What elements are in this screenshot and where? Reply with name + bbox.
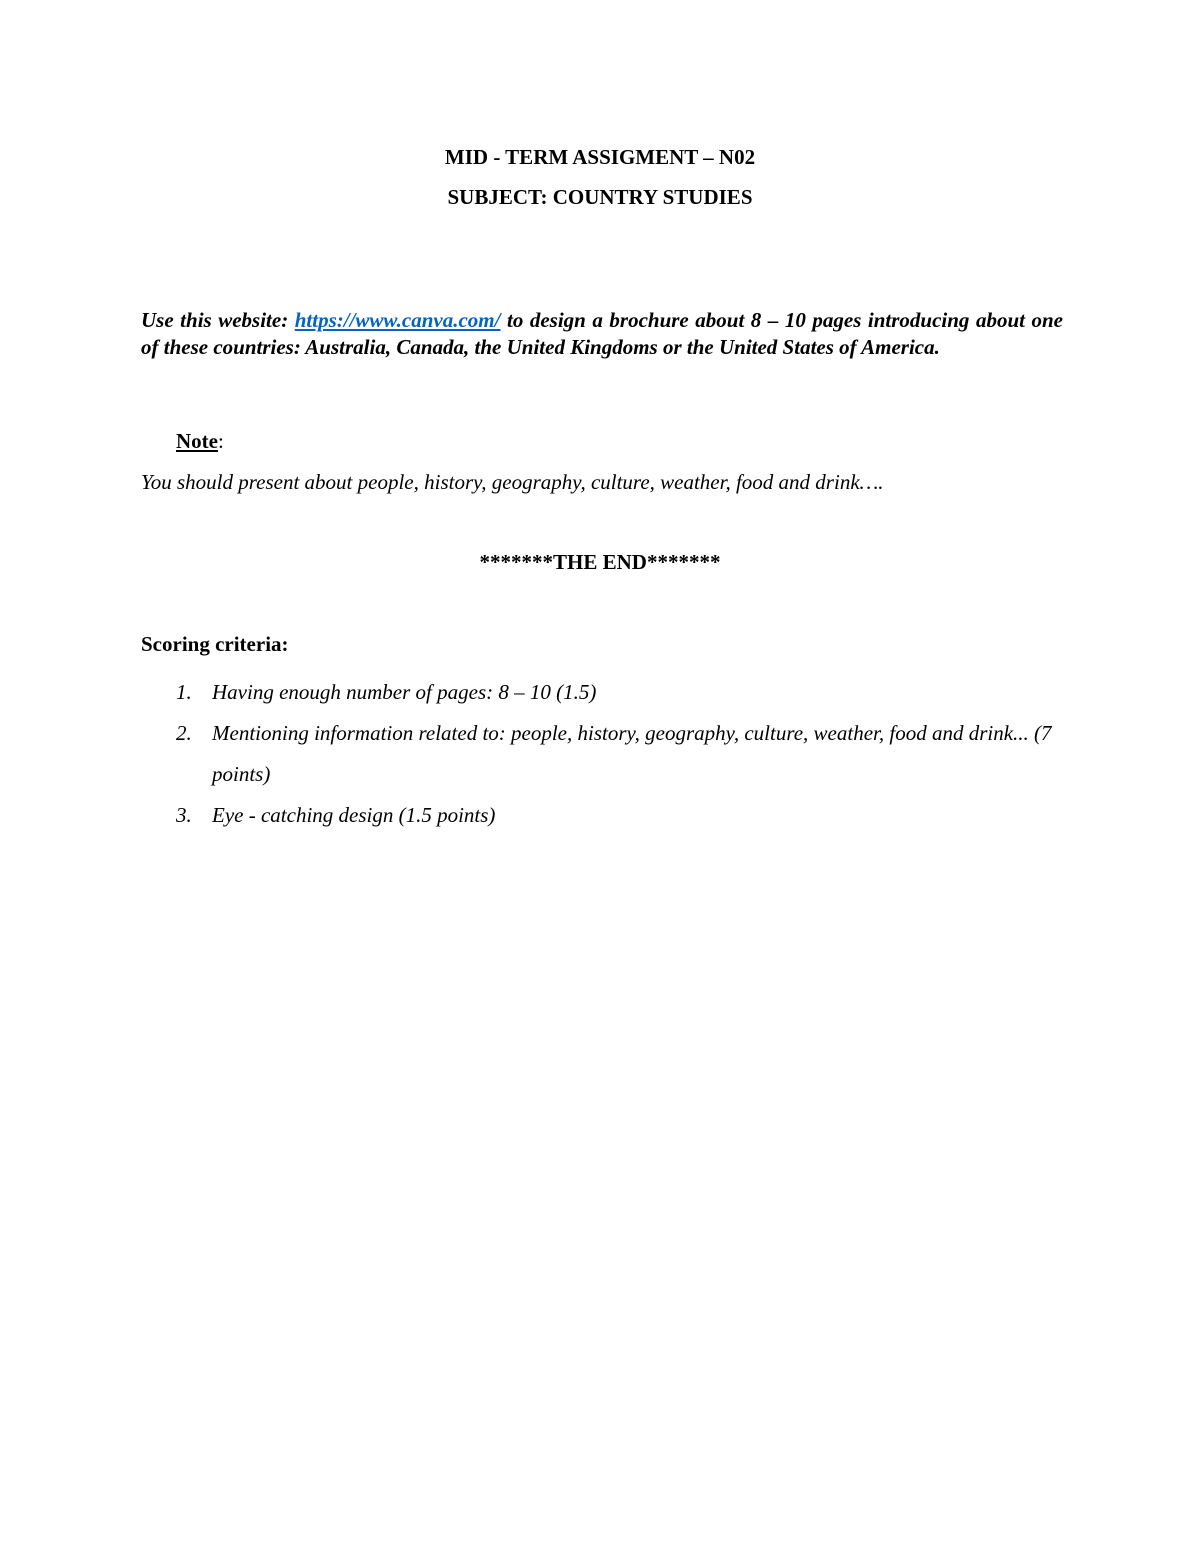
list-item-text: Mentioning information related to: people, history, geography, culture, weather, food and drink... (7 points): [212, 721, 1052, 786]
list-item: [176, 795, 1056, 836]
canva-link[interactable]: https://www.canva.com/: [294, 308, 501, 332]
list-item-number: 1.: [176, 680, 192, 704]
list-item-text: Eye - catching design (1.5 points): [212, 803, 496, 827]
instruction-paragraph: [141, 307, 1063, 361]
document-title: MID - TERM ASSIGMENT – N02: [444, 145, 756, 169]
list-item: [176, 672, 1056, 713]
scoring-criteria-heading: Scoring criteria:: [141, 632, 289, 656]
list-item-number: 2.: [176, 721, 192, 745]
note-label: Note: [176, 429, 218, 453]
instruction-body-text: to design a brochure about 8 – 10 pages introducing about one of these countries: Australia, Canada, the United Kingdoms or the United States of America.: [141, 308, 1063, 359]
note-colon: :: [217, 429, 224, 453]
list-item-text: Having enough number of pages: 8 – 10 (1.5): [212, 680, 597, 704]
note-heading: [176, 429, 224, 453]
instruction-lead-text: Use this website:: [141, 308, 295, 332]
scoring-criteria-list: [176, 672, 1056, 836]
document-subject: SUBJECT: COUNTRY STUDIES: [447, 185, 753, 209]
list-item: [176, 713, 1056, 795]
the-end-marker: *******THE END*******: [479, 550, 721, 574]
list-item-number: 3.: [176, 803, 192, 827]
note-text: You should present about people, history, geography, culture, weather, food and drink….: [141, 470, 884, 494]
